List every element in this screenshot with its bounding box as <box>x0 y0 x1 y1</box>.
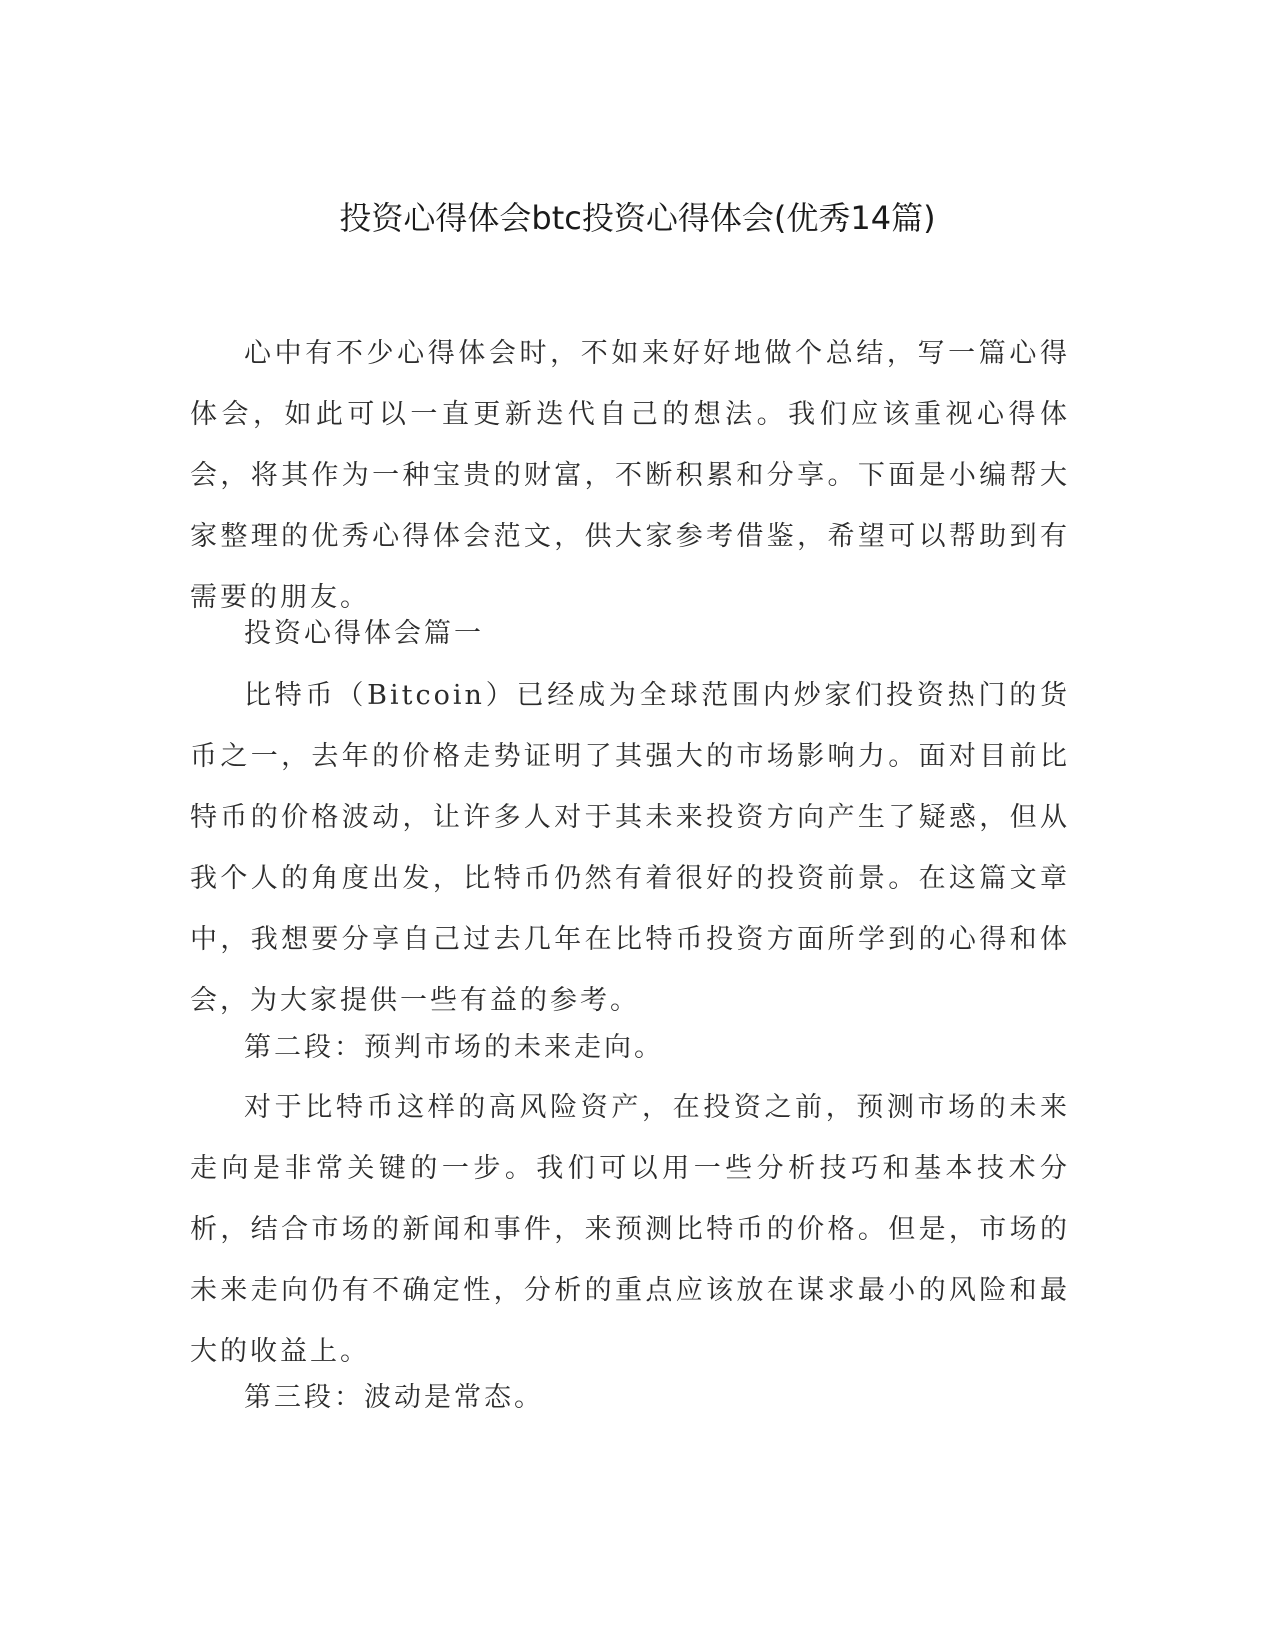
section-heading-block <box>190 603 1070 664</box>
section-heading-block <box>190 1017 1070 1078</box>
section-heading-3: 第三段：波动是常态。 <box>244 1382 544 1413</box>
intro-paragraph-block <box>190 323 1070 628</box>
intro-paragraph: 心中有不少心得体会时，不如来好好地做个总结，写一篇心得体会，如此可以一直更新迭代自己的想法。我们应该重视心得体会，将其作为一种宝贵的财富，不断积累和分享。下面是小编帮大家整理的优秀心得体会范文，供大家参考借鉴，希望可以帮助到有需要的朋友。 <box>190 338 1070 613</box>
body-paragraph-block <box>190 665 1070 1031</box>
body-paragraph-2: 对于比特币这样的高风险资产，在投资之前，预测市场的未来走向是非常关键的一步。我们可以用一些分析技巧和基本技术分析，结合市场的新闻和事件，来预测比特币的价格。但是，市场的未来走向仍有不确定性，分析的重点应该放在谋求最小的风险和最大的收益上。 <box>190 1092 1070 1367</box>
section-heading-block <box>190 1367 1070 1428</box>
document-title: 投资心得体会btc投资心得体会(优秀14篇) <box>339 199 936 237</box>
body-paragraph-1: 比特币（Bitcoin）已经成为全球范围内炒家们投资热门的货币之一，去年的价格走势证明了其强大的市场影响力。面对目前比特币的价格波动，让许多人对于其未来投资方向产生了疑惑，但从我个人的角度出发，比特币仍然有着很好的投资前景。在这篇文章中，我想要分享自己过去几年在比特币投资方面所学到的心得和体会，为大家提供一些有益的参考。 <box>190 680 1070 1016</box>
body-paragraph-block <box>190 1077 1070 1382</box>
section-heading-1: 投资心得体会篇一 <box>244 618 484 649</box>
section-heading-2: 第二段：预判市场的未来走向。 <box>244 1032 664 1063</box>
